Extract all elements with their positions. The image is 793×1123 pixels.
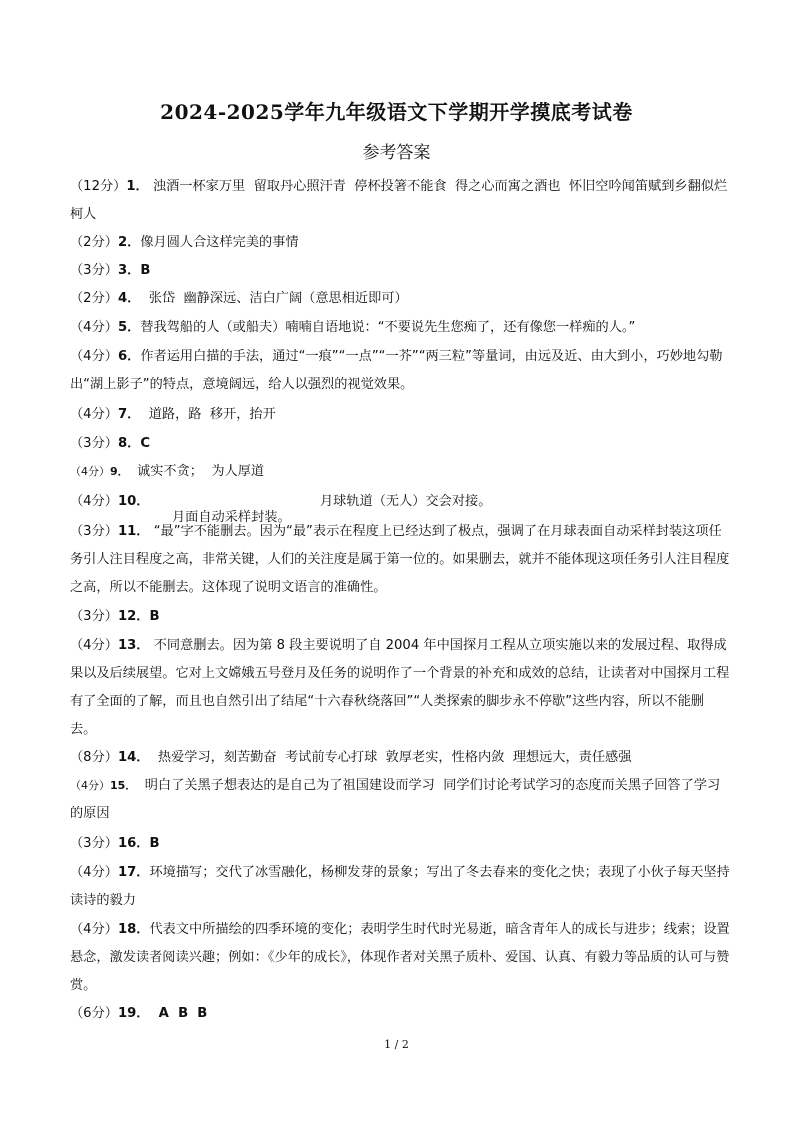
answer-number: 19． bbox=[117, 1006, 150, 1021]
answer-number: 7． bbox=[117, 407, 141, 422]
answer-9 bbox=[70, 458, 730, 486]
answer-text: 环境描写；交代了冰雪融化，杨柳发芽的景象；写出了冬去春来的变化之快；表现了小伙子每天坚持读诗的毅力 bbox=[70, 865, 730, 908]
answer-text-2: 月球轨道（无人）交会对接。 bbox=[320, 494, 492, 509]
answer-text: 浊酒一杯家万里 留取丹心照汗青 停杯投箸不能食 得之心而寓之酒也 怀旧空吟闻笛赋到乡翻似烂柯人 bbox=[70, 179, 728, 222]
answer-number: 10． bbox=[117, 494, 150, 509]
page-subtitle: 参考答案 bbox=[362, 143, 431, 163]
answer-number: 2． bbox=[117, 235, 141, 250]
answer-17 bbox=[70, 859, 730, 915]
answer-number: 12． bbox=[117, 609, 150, 624]
answer-12 bbox=[70, 603, 730, 631]
answer-text: 替我驾船的人（或船夫）喃喃自语地说：“不要说先生您痴了，还有像您一样痴的人。” bbox=[140, 320, 636, 335]
answer-number: 17． bbox=[117, 865, 150, 880]
answer-score: （3分） bbox=[70, 263, 118, 278]
answer-number: 16． bbox=[117, 836, 150, 851]
answer-score: （4分） bbox=[70, 779, 110, 792]
answer-number: 14． bbox=[117, 750, 150, 765]
answer-score: （3分） bbox=[70, 524, 118, 539]
answer-11 bbox=[70, 518, 730, 602]
answer-3 bbox=[70, 257, 730, 285]
answer-text: 道路，路 移开，抬开 bbox=[140, 407, 276, 422]
answer-score: （12分） bbox=[70, 179, 127, 194]
answer-text: 张岱 幽静深远、洁白广阔（意思相近即可） bbox=[140, 291, 408, 306]
answer-19 bbox=[70, 1000, 730, 1028]
answer-score: （2分） bbox=[70, 235, 118, 250]
answer-score: （4分） bbox=[70, 320, 118, 335]
answer-13 bbox=[70, 632, 730, 744]
answer-text: “最”字不能删去。因为“最”表示在程度上已经达到了极点，强调了在月球表面自动采样封装这项任务引人注目程度之高，非常关键，人们的关注度是属于第一位的。如果删去，就并不能体现这项任务引人注目程度之高，所以不能删去。这体现了说明文语言的准确性。 bbox=[70, 524, 730, 595]
answer-text: B bbox=[149, 609, 160, 624]
answer-18 bbox=[70, 916, 730, 1000]
answer-2 bbox=[70, 229, 730, 257]
answer-text: 像月圆人合这样完美的事情 bbox=[140, 235, 299, 250]
answer-7 bbox=[70, 401, 730, 429]
page-title: 2024-2025学年九年级语文下学期开学摸底考试卷 bbox=[160, 100, 633, 124]
answer-number: 3． bbox=[117, 263, 141, 278]
answer-score: （2分） bbox=[70, 291, 118, 306]
answer-number: 8． bbox=[117, 436, 141, 451]
answer-text: 诚实不贪； 为人厚道 bbox=[128, 464, 265, 479]
answer-score: （8分） bbox=[70, 750, 118, 765]
answer-text: 代表文中所描绘的四季环境的变化；表明学生时代时光易逝，暗含青年人的成长与进步；线索；设置悬念，激发读者阅读兴趣；例如：《少年的成长》，体现作者对关黑子质朴、爱国、认真、有毅力等品质的认可与赞赏。 bbox=[70, 922, 730, 993]
answer-14 bbox=[70, 744, 730, 772]
answer-number: 9． bbox=[110, 465, 129, 478]
answer-score: （4分） bbox=[70, 494, 118, 509]
answer-score: （4分） bbox=[70, 465, 110, 478]
answer-text: C bbox=[140, 436, 151, 451]
answer-text: 作者运用白描的手法，通过“一痕”“一点”“一芥”“两三粒”等量词，由远及近、由大到小，巧妙地勾勒出“湖上影子”的特点，意境阔远，给人以强烈的视觉效果。 bbox=[70, 349, 723, 392]
answer-text: 明白了关黑子想表达的是自己为了祖国建设而学习 同学们讨论考试学习的态度而关黑子回答了学习的原因 bbox=[70, 778, 721, 821]
answer-text: B bbox=[140, 263, 151, 278]
answer-score: （3分） bbox=[70, 836, 118, 851]
answer-number: 5． bbox=[117, 320, 141, 335]
answer-score: （4分） bbox=[70, 922, 118, 937]
answer-number: 11． bbox=[117, 524, 150, 539]
answer-number: 15． bbox=[110, 779, 137, 792]
answer-6 bbox=[70, 343, 730, 399]
answer-score: （3分） bbox=[70, 436, 118, 451]
answer-score: （4分） bbox=[70, 638, 118, 653]
page-number: 1 / 2 bbox=[384, 1038, 409, 1051]
answer-1 bbox=[70, 173, 730, 229]
answer-score: （4分） bbox=[70, 407, 118, 422]
answer-text: A B B bbox=[149, 1006, 208, 1021]
answer-score: （4分） bbox=[70, 349, 118, 364]
answer-number: 13． bbox=[117, 638, 150, 653]
answer-text: 不同意删去。因为第 8 段主要说明了自 2004 年中国探月工程从立项实施以来的发展过程、取得成果以及后续展望。它对上文嫦娥五号登月及任务的说明作了一个背景的补充和成效的总结，让读者对中国探月工程有了全面的了解，而且也自然引出了结尾“十六春秋绕落回”“人类探索的脚步永不停歇”这些内容，所以不能删去。 bbox=[70, 638, 730, 737]
answer-number: 6． bbox=[117, 349, 141, 364]
answer-number: 1． bbox=[126, 179, 149, 194]
answer-10 bbox=[70, 488, 730, 516]
answer-score: （3分） bbox=[70, 609, 118, 624]
answer-number: 4． bbox=[117, 291, 141, 306]
answer-10-overlap-text: 月面自动采样封装。 bbox=[172, 510, 291, 525]
answer-16 bbox=[70, 830, 730, 858]
answer-15 bbox=[70, 772, 730, 828]
answer-score: （6分） bbox=[70, 1006, 118, 1021]
answer-8 bbox=[70, 430, 730, 458]
answer-number: 18． bbox=[117, 922, 150, 937]
answer-4 bbox=[70, 285, 730, 313]
answer-score: （4分） bbox=[70, 865, 118, 880]
answer-text: 热爱学习，刻苦勤奋 考试前专心打球 敦厚老实，性格内敛 理想远大，责任感强 bbox=[149, 750, 632, 765]
answer-text: B bbox=[149, 836, 160, 851]
answer-5 bbox=[70, 314, 730, 342]
